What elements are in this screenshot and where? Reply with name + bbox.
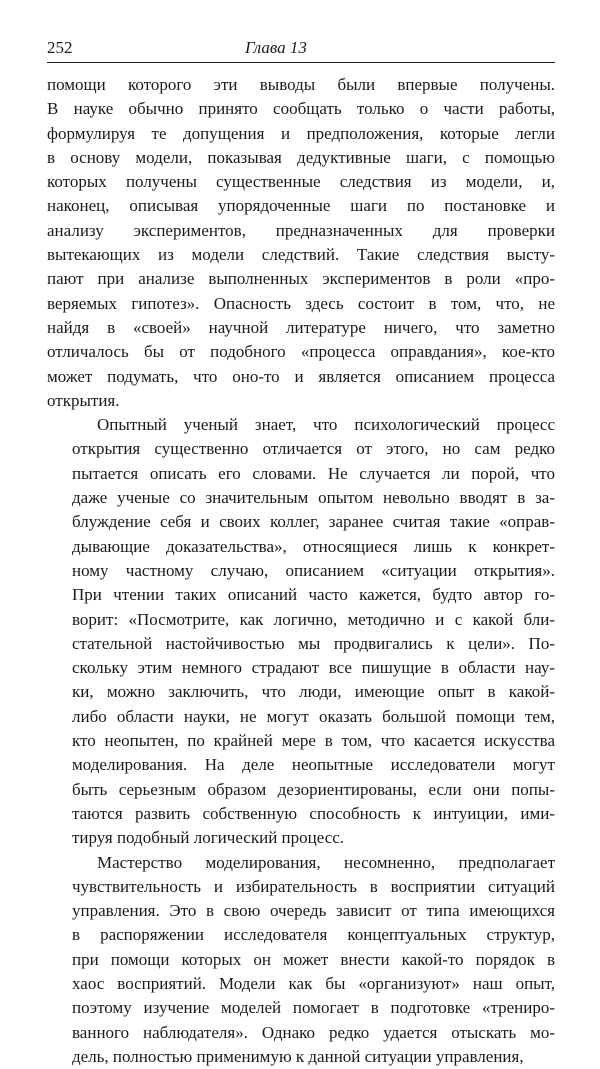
text-line: моделирования. На деле неопытные исследователи могут — [47, 753, 555, 777]
text-line: при помощи которых он может внести какой-то порядок в — [47, 948, 555, 972]
text-line: стательной настойчивостью мы продвигались к цели». По- — [47, 632, 555, 656]
text-line: открытия существенно отличается от этого, но сам редко — [47, 437, 555, 461]
text-line: Мастерство моделирования, несомненно, предполагает — [47, 851, 555, 875]
text-line: открытия. — [47, 389, 555, 413]
text-line: тируя подобный логический процесс. — [47, 826, 555, 850]
text-line: веряемых гипотез». Опасность здесь состоит в том, что, не — [47, 292, 555, 316]
text-line: Опытный ученый знает, что психологический процесс — [47, 413, 555, 437]
text-line: анализу экспериментов, предназначенных для проверки — [47, 219, 555, 243]
text-line: даже ученые со значительным опытом невольно вводят в за- — [47, 486, 555, 510]
text-line: помощи которого эти выводы были впервые получены. — [47, 73, 555, 97]
text-line: хаос восприятий. Модели как бы «организуют» наш опыт, — [47, 972, 555, 996]
text-line: вытекающих из модели следствий. Такие следствия высту- — [47, 243, 555, 267]
text-line: В науке обычно принято сообщать только о части работы, — [47, 97, 555, 121]
text-line: формулируя те допущения и предположения, которые легли — [47, 122, 555, 146]
text-line: поэтому изучение моделей помогает в подготовке «трениро- — [47, 996, 555, 1020]
text-line: которых получены существенные следствия из модели, и, — [47, 170, 555, 194]
text-line: таются развить собственную способность к интуиции, ими- — [47, 802, 555, 826]
text-line: дель, полностью применимую к данной ситуации управления, — [47, 1045, 555, 1069]
text-line: блуждение себя и своих коллег, заранее считая такие «оправ- — [47, 510, 555, 534]
text-line: может подумать, что оно-то и является описанием процесса — [47, 365, 555, 389]
text-line: скольку этим немного страдают все пишущие в области нау- — [47, 656, 555, 680]
text-line: чувствительность и избирательность в восприятии ситуаций — [47, 875, 555, 899]
text-line: пытается описать его словами. Не случается ли порой, что — [47, 462, 555, 486]
text-line: кто неопытен, по крайней мере в том, что касается искусства — [47, 729, 555, 753]
text-line: ному частному случаю, описанием «ситуации открытия». — [47, 559, 555, 583]
text-line: ворит: «Посмотрите, как логично, методично и с какой бли- — [47, 608, 555, 632]
text-line: пают при анализе выполненных экспериментов в роли «про- — [47, 267, 555, 291]
page-header — [47, 36, 555, 63]
text-line: дывающие доказательства», относящиеся лишь к конкрет- — [47, 535, 555, 559]
text-line: в основу модели, показывая дедуктивные шаги, с помощью — [47, 146, 555, 170]
text-line: найдя в «своей» научной литературе ничего, что заметно — [47, 316, 555, 340]
running-head: Глава 13 — [245, 38, 307, 58]
text-line: отличалось бы от подобного «процесса оправдания», кое-кто — [47, 340, 555, 364]
text-line: При чтении таких описаний часто кажется, будто автор го- — [47, 583, 555, 607]
text-line: в распоряжении исследователя концептуальных структур, — [47, 923, 555, 947]
text-line: управления. Это в свою очередь зависит от типа имеющихся — [47, 899, 555, 923]
text-line: либо области науки, не могут оказать большой помощи тем, — [47, 705, 555, 729]
text-line: ки, можно заключить, что люди, имеющие опыт в какой- — [47, 680, 555, 704]
body-text — [47, 73, 555, 1069]
text-line: быть серьезным образом дезориентированы, если они попы- — [47, 778, 555, 802]
paragraph — [47, 73, 555, 413]
paragraph — [47, 413, 555, 850]
text-line: ванного наблюдателя». Однако редко удается отыскать мо- — [47, 1021, 555, 1045]
text-line: наконец, описывая упорядоченные шаги по постановке и — [47, 194, 555, 218]
page-number: 252 — [47, 38, 73, 58]
paragraph — [47, 851, 555, 1069]
